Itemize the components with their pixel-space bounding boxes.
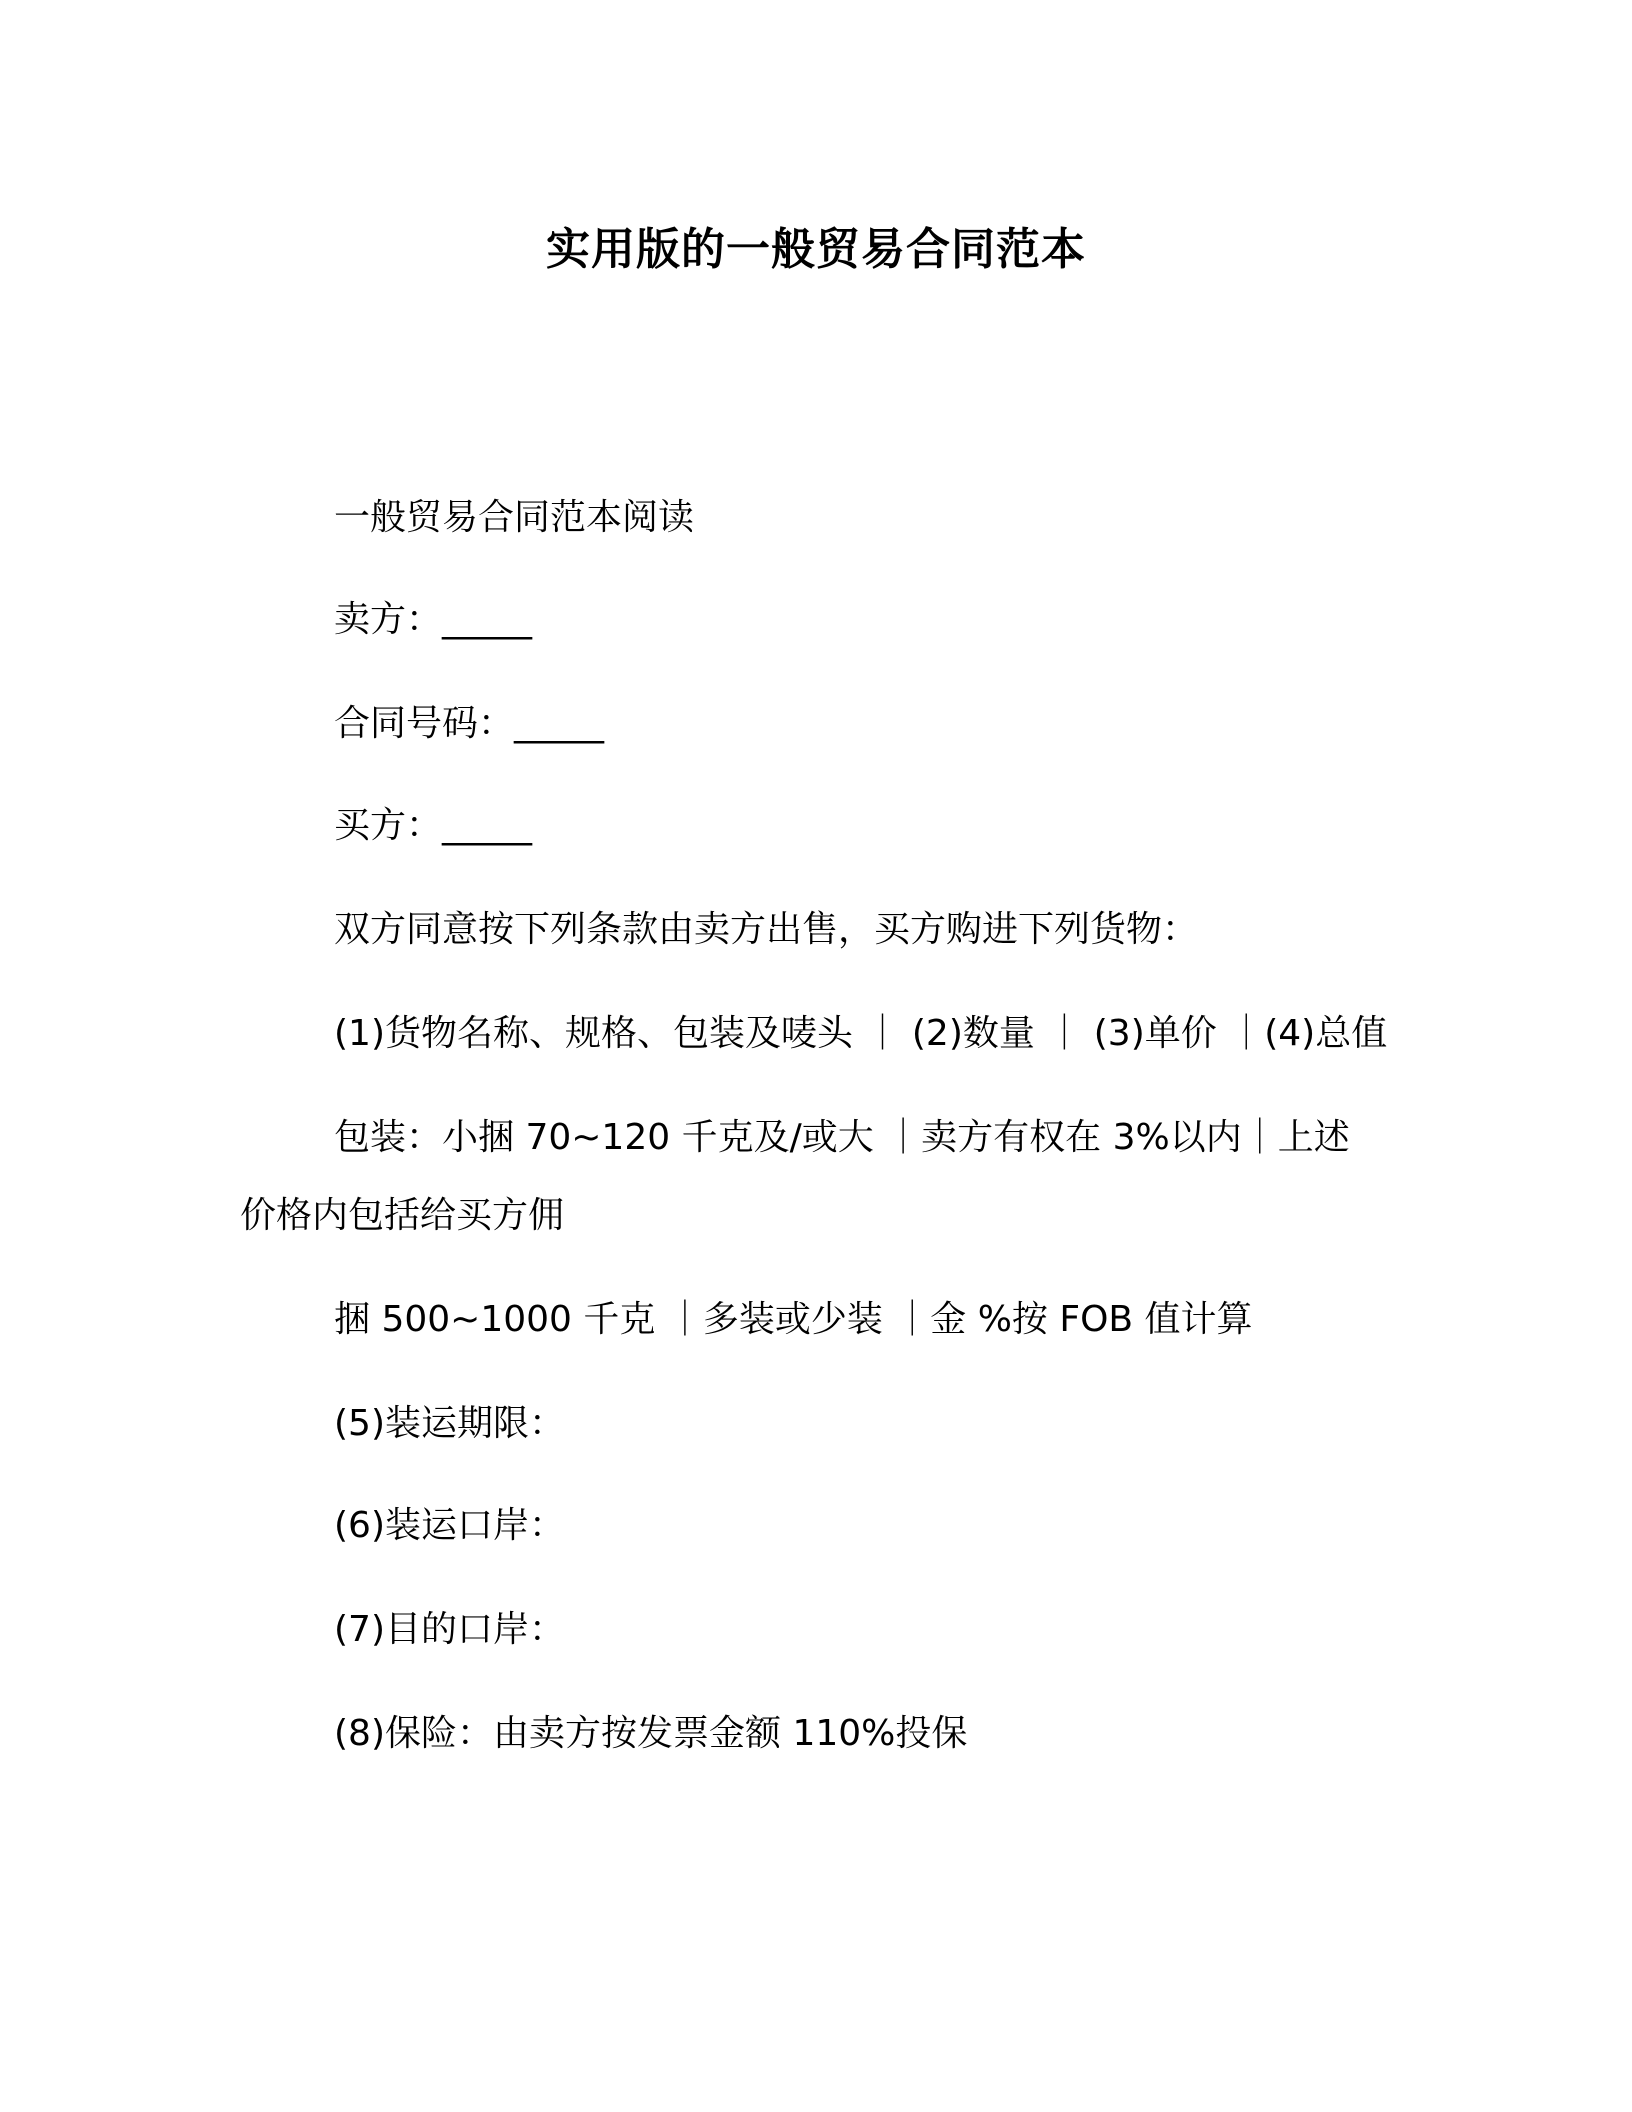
shipment-period: (5)装运期限： [334,1403,565,1444]
insurance-clause: (8)保险：由卖方按发票金额 110%投保 [334,1713,968,1754]
packing-line-1: 包装：小捆 70~120 千克及/或大 ｜卖方有权在 3%以内｜上述 [334,1117,1350,1158]
section-heading: 一般贸易合同范本阅读 [334,497,695,538]
port-of-loading: (6)装运口岸： [334,1505,565,1546]
packing-line-2: 价格内包括给买方佣 [240,1195,565,1236]
document-title: 实用版的一般贸易合同范本 [546,224,1086,275]
packing-line-3: 捆 500~1000 千克 ｜多装或少装 ｜金 %按 FOB 值计算 [334,1299,1253,1340]
intro-paragraph: 双方同意按下列条款由卖方出售，买方购进下列货物： [334,909,1199,950]
goods-table-header: (1)货物名称、规格、包装及唛头 ｜ (2)数量 ｜ (3)单价 ｜(4)总值 [334,1013,1388,1054]
contract-number-field: 合同号码：_____ [334,703,605,744]
buyer-field: 买方：_____ [334,805,533,846]
seller-field: 卖方：_____ [334,599,533,640]
port-of-destination: (7)目的口岸： [334,1609,565,1650]
